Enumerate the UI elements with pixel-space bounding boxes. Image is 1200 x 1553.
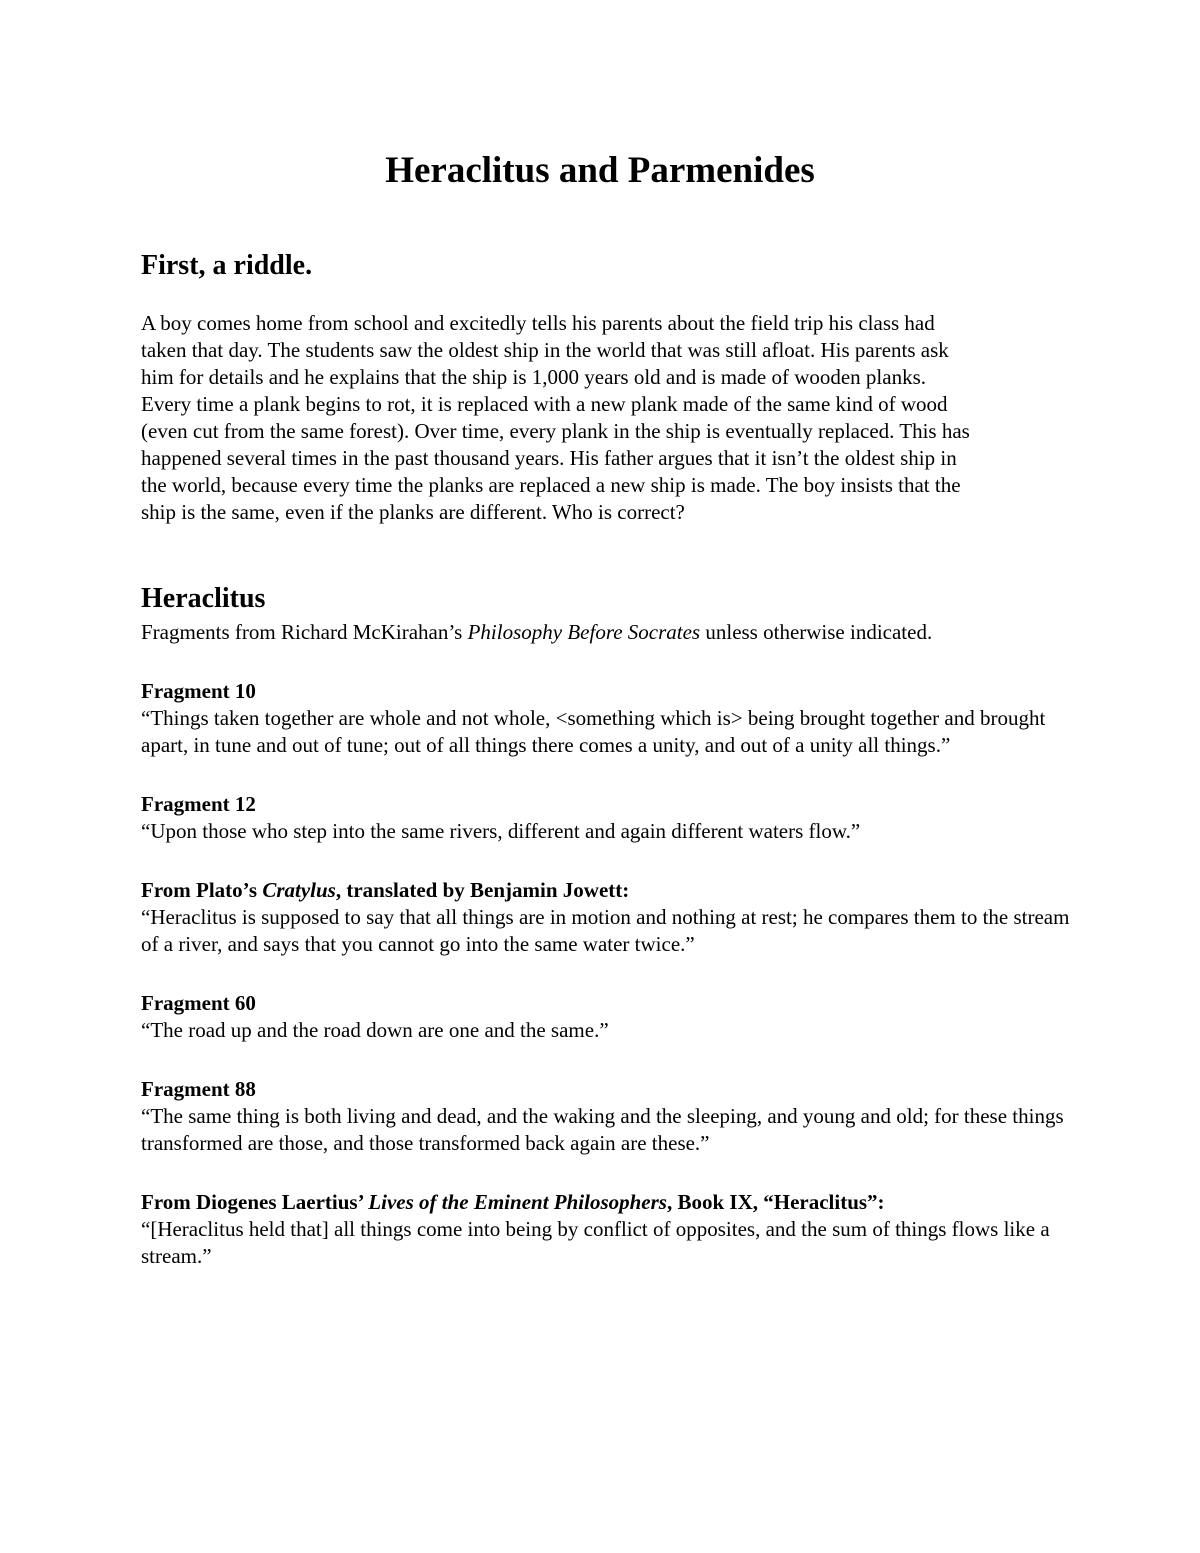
excerpt-work-title: Lives of the Eminent Philosophers [368, 1190, 667, 1214]
riddle-heading: First, a riddle. [141, 250, 313, 281]
fragment-label: Fragment 88 [141, 1077, 256, 1101]
document-title: Heraclitus and Parmenides [385, 150, 815, 191]
excerpt-label [141, 876, 1071, 904]
fragment-88 [141, 1075, 1071, 1157]
diogenes-laertius-excerpt [141, 1188, 1071, 1270]
fragment-12 [141, 790, 1071, 845]
riddle-text: A boy comes home from school and excitedly tells his parents about the field trip his class had taken that day. The students saw the oldest ship in the world that was still afloat. His parents ask him for details and he explains that the ship is 1,000 years old and is made of wooden planks. Every time a plank begins to rot, it is replaced with a new plank made of the same kind of wood (even cut from the same forest). Over time, every plank in the ship is eventually replaced. This has happened several times in the past thousand years. His father argues that it isn’t the oldest ship in the world, because every time the planks are replaced a new ship is made. The boy insists that the ship is the same, even if the planks are different. Who is correct? [141, 311, 970, 524]
excerpt-label-suffix: , Book IX, “Heraclitus”: [666, 1190, 885, 1214]
fragment-10 [141, 677, 1071, 759]
fragment-label: Fragment 10 [141, 679, 256, 703]
excerpt-quote: “Heraclitus is supposed to say that all things are in motion and nothing at rest; he compares them to the stream of a river, and says that you cannot go into the same water twice.” [141, 905, 1070, 956]
excerpt-label-prefix: From Plato’s [141, 878, 263, 902]
fragment-quote: “The same thing is both living and dead, and the waking and the sleeping, and young and old; for these things transformed are those, and those transformed back again are these.” [141, 1104, 1064, 1155]
fragment-quote: “Upon those who step into the same rivers, different and again different waters flow.” [141, 819, 861, 843]
source-note [141, 619, 1071, 646]
fragment-60 [141, 989, 1071, 1044]
source-prefix: Fragments from Richard McKirahan’s [141, 620, 468, 644]
excerpt-label-prefix: From Diogenes Laertius’ [141, 1190, 369, 1214]
fragment-quote: “The road up and the road down are one and the same.” [141, 1018, 609, 1042]
excerpt-label [141, 1188, 1071, 1216]
excerpt-quote: “[Heraclitus held that] all things come into being by conflict of opposites, and the sum of things flows like a stream.” [141, 1217, 1050, 1268]
heraclitus-heading: Heraclitus [141, 583, 266, 614]
document-body [141, 246, 1071, 1270]
fragment-label: Fragment 12 [141, 792, 256, 816]
fragment-label: Fragment 60 [141, 991, 256, 1015]
source-book-title: Philosophy Before Socrates [467, 620, 701, 644]
excerpt-work-title: Cratylus [262, 878, 336, 902]
excerpt-label-suffix: , translated by Benjamin Jowett: [335, 878, 630, 902]
plato-cratylus-excerpt [141, 876, 1071, 958]
fragment-quote: “Things taken together are whole and not whole, <something which is> being brought together and brought apart, in tune and out of tune; out of all things there comes a unity, and out of a unity all things.” [141, 706, 1046, 757]
source-suffix: unless otherwise indicated. [700, 620, 933, 644]
